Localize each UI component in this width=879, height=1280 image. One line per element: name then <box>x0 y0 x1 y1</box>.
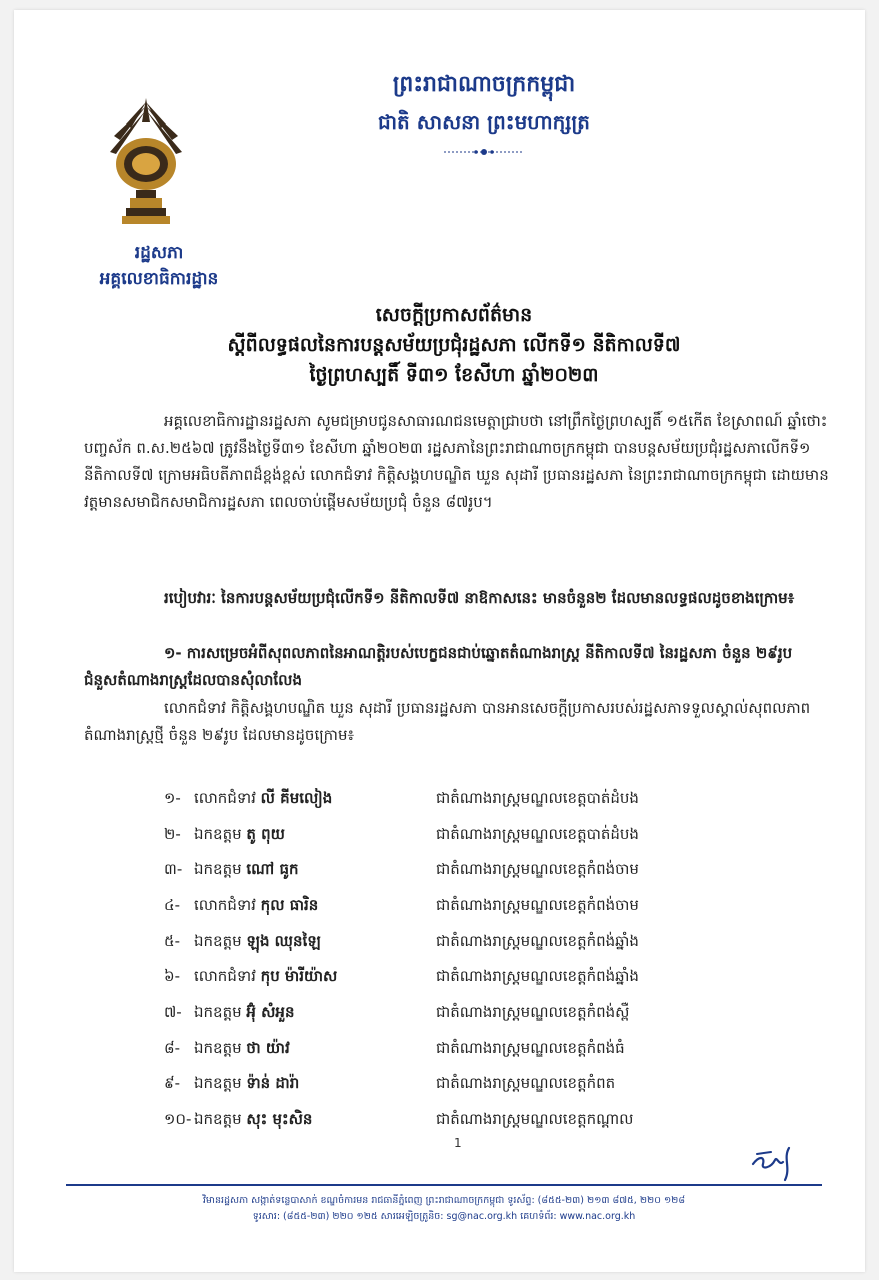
member-title: លោកជំទាវ <box>194 895 256 914</box>
agenda-paragraph: របៀបវារៈ នៃការបន្តសម័យប្រជុំលើកទី១ នីតិកាលទី៧ នាឱកាសនេះ មានចំនួន២ ដែលមានលទ្ធផលដូចខាងក្រោម៖ <box>164 589 795 607</box>
member-number: ៩- <box>164 1074 181 1093</box>
member-title: ឯកឧត្តម <box>194 1002 242 1021</box>
department-name: អគ្គលេខាធិការដ្ឋាន <box>99 269 219 289</box>
press-release-title <box>154 300 754 390</box>
member-role: ជាតំណាងរាស្ត្រមណ្ឌលខេត្តកំពង់ចាម <box>436 860 639 879</box>
title-line-2: ស្ដីពីលទ្ធផលនៃការបន្តសម័យប្រជុំរដ្ឋសភា លើកទី១ នីតិកាលទី៧ <box>227 334 681 356</box>
member-number: ៥- <box>164 931 181 950</box>
footer-divider <box>66 1184 822 1186</box>
member-title: លោកជំទាវ <box>194 967 256 986</box>
member-name: លី គីមលៀង <box>260 788 333 807</box>
document-page <box>14 10 865 1272</box>
item1-heading: ១- ការសម្រេចអំពីសុពលភាពនៃអាណត្តិរបស់បេក្ខជនជាប់ឆ្នោតតំណាងរាស្ត្រ នីតិកាលទី៧ នៃរដ្ឋសភា ចំនួន ២៩រូប ជំនួសតំណាងរាស្ត្រដែលបានសុំលាលែង <box>84 644 793 689</box>
member-role: ជាតំណាងរាស្ត្រមណ្ឌលខេត្តកំពង់ធំ <box>436 1038 625 1057</box>
list-item <box>164 818 844 854</box>
ornament-divider-icon <box>444 148 524 156</box>
member-name: កុប ម៉ារីយ៉ាស <box>260 967 338 986</box>
member-number: ២- <box>164 824 181 843</box>
footer-contacts: ទូរសារ: (៨៥៥-២៣) ២២០ ១២៥ សារអេឡិចត្រូនិច: sg@nac.org.kh គេហទំព័រ: www.nac.org.kh <box>252 1211 636 1222</box>
member-name-cell <box>194 860 436 882</box>
member-name: សុះ មុះសិន <box>246 1110 313 1129</box>
item1-text: លោកជំទាវ កិត្តិសង្គហបណ្ឌិត ឃួន សុដារី ប្រធានរដ្ឋសភា បានអានសេចក្ដីប្រកាសរបស់រដ្ឋសភាទទួលស្គាល់សុពលភាព តំណាងរាស្ត្រថ្មី ចំនួន ២៩រូប ដែលមានដូចក្រោម៖ <box>84 699 811 744</box>
member-name: ថា យ៉ាវ <box>246 1038 290 1057</box>
kingdom-title: ព្រះរាជាណាចក្រកម្ពុជា <box>392 72 576 97</box>
member-role: ជាតំណាងរាស្ត្រមណ្ឌលខេត្តកំពង់ឆ្នាំង <box>436 931 639 950</box>
member-name-cell <box>194 825 436 847</box>
list-item <box>164 853 844 889</box>
footer-contact <box>66 1193 822 1225</box>
member-title: ឯកឧត្តម <box>194 824 242 843</box>
list-item <box>164 889 844 925</box>
member-name-cell <box>194 789 436 811</box>
member-title: ឯកឧត្តម <box>194 1038 242 1057</box>
member-title: ឯកឧត្តម <box>194 1074 242 1093</box>
member-role: ជាតំណាងរាស្ត្រមណ្ឌលខេត្តកំពង់ចាម <box>436 895 639 914</box>
member-number: ៨- <box>164 1038 181 1057</box>
member-name: ទ៉ាន់ ដារ៉ា <box>246 1074 300 1093</box>
ministry-header <box>74 240 244 292</box>
member-role: ជាតំណាងរាស្ត្រមណ្ឌលខេត្តបាត់ដំបង <box>436 788 639 807</box>
national-assembly-emblem-icon <box>106 92 186 232</box>
member-role: ជាតំណាងរាស្ត្រមណ្ឌលខេត្តកំពង់ស្ពឺ <box>436 1002 630 1021</box>
list-item <box>164 960 844 996</box>
member-number: ៧- <box>164 1002 182 1021</box>
member-name-cell <box>194 1110 436 1132</box>
member-title: លោកជំទាវ <box>194 788 256 807</box>
member-name-cell <box>194 1074 436 1096</box>
list-item <box>164 782 844 818</box>
member-role: ជាតំណាងរាស្ត្រមណ្ឌលខេត្តបាត់ដំបង <box>436 824 639 843</box>
member-name-cell <box>194 932 436 954</box>
footer-address: វិមានរដ្ឋសភា សង្កាត់ទន្លេបាសាក់ ខណ្ឌចំការមន រាជធានីភ្នំពេញ ព្រះរាជាណាចក្រកម្ពុជា ទូរស័ព្ទ: (៨៥៥-២៣) ២១៣ ៨៧៥, ២២០ ១២៨ <box>202 1195 686 1206</box>
motto-line: ជាតិ សាសនា ព្រះមហាក្សត្រ <box>378 110 590 134</box>
member-name: កុល ធារិន <box>260 895 319 914</box>
member-number: ៣- <box>164 860 183 879</box>
member-name: អ៊ុំ សំអួន <box>246 1002 295 1021</box>
member-name: ណៅ ធូក <box>246 860 299 879</box>
members-list <box>164 782 844 1139</box>
title-line-1: សេចក្ដីប្រកាសព័ត៌មាន <box>375 304 533 326</box>
member-name-cell <box>194 1039 436 1061</box>
member-name-cell <box>194 967 436 989</box>
member-name-cell <box>194 896 436 918</box>
member-title: ឯកឧត្តម <box>194 860 242 879</box>
member-number: ១- <box>164 788 181 807</box>
ministry-name: រដ្ឋសភា <box>134 243 184 263</box>
list-item <box>164 925 844 961</box>
member-name: តូ ពុយ <box>246 824 285 843</box>
member-role: ជាតំណាងរាស្ត្រមណ្ឌលខេត្តកណ្ដាល <box>436 1110 634 1129</box>
national-motto <box>294 68 674 160</box>
member-name-cell <box>194 1003 436 1025</box>
member-number: ១០- <box>164 1110 192 1129</box>
list-item <box>164 1032 844 1068</box>
member-number: ៤- <box>164 895 181 914</box>
member-title: ឯកឧត្តម <box>194 1110 242 1129</box>
initials-signature-icon <box>749 1138 809 1184</box>
list-item <box>164 1068 844 1104</box>
member-role: ជាតំណាងរាស្ត្រមណ្ឌលខេត្តកំពត <box>436 1074 616 1093</box>
member-number: ៦- <box>164 967 181 986</box>
member-name: ឡុង ឈុនឡៃ <box>246 931 321 950</box>
title-line-3: ថ្ងៃព្រហស្បតិ៍ ទី៣១ ខែសីហា ឆ្នាំ២០២៣ <box>309 364 599 386</box>
intro-paragraph: អគ្គលេខាធិការដ្ឋានរដ្ឋសភា សូមជម្រាបជូនសាធារណជនមេត្តាជ្រាបថា នៅព្រឹកថ្ងៃព្រហស្បតិ៍ ១៥កើត ខែស្រាពណ៍ ឆ្នាំថោះ បញ្ចស័ក ព.ស.២៥៦៧ ត្រូវនឹងថ្ងៃទី៣១ ខែសីហា ឆ្នាំ២០២៣ រដ្ឋសភានៃព្រះរាជាណាចក្រកម្ពុជា បានបន្តសម័យប្រជុំរដ្ឋសភាលើកទី១ នីតិកាលទី៧ ក្រោមអធិបតីភាពដ៏ខ្ពង់ខ្ពស់ លោកជំទាវ កិត្តិសង្គហបណ្ឌិត ឃួន សុដារី ប្រធានរដ្ឋសភា នៃព្រះរាជាណាចក្រកម្ពុជា ដោយមានវត្តមានសមាជិកសមាជិការដ្ឋសភា ពេលចាប់ផ្ដើមសម័យប្រជុំ ចំនួន ៨៧រូប។ <box>84 412 829 511</box>
member-role: ជាតំណាងរាស្ត្រមណ្ឌលខេត្តកំពង់ឆ្នាំង <box>436 967 639 986</box>
list-item <box>164 1103 844 1139</box>
member-title: ឯកឧត្តម <box>194 931 242 950</box>
page-number: 1 <box>454 1136 462 1150</box>
list-item <box>164 996 844 1032</box>
